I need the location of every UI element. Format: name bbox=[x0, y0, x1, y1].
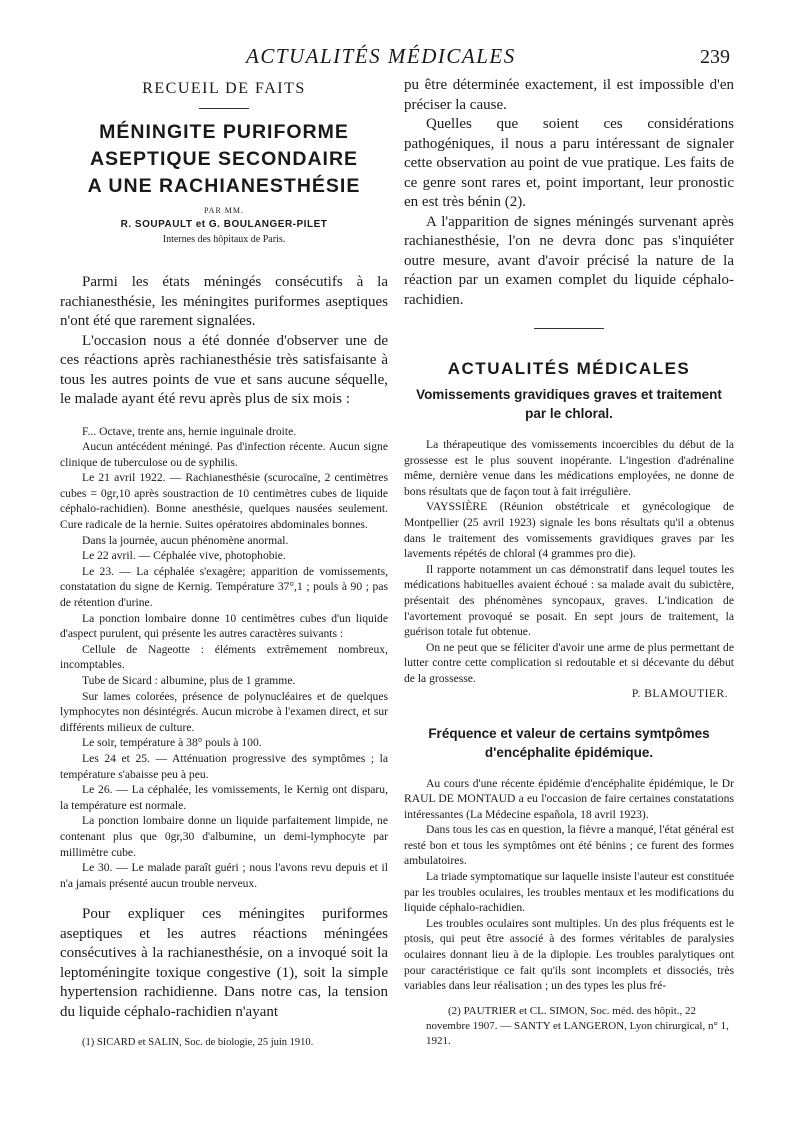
case-line: Tube de Sicard : albumine, plus de 1 gramme. bbox=[82, 674, 296, 687]
case-line: Aucun antécédent méningé. Pas d'infection récente. Aucun signe clinique de tuberculose ou de syphilis. bbox=[60, 440, 388, 469]
article-heading: Vomissements gravidiques graves et traitement par le chloral. bbox=[416, 387, 722, 421]
paragraph: Dans tous les cas en question, la fièvre a manqué, l'état général est resté bon et tous les symptômes ont été bénins ; ce furent des formes ambulatoires. bbox=[404, 823, 734, 868]
signature: P. BLAMOUTIER. bbox=[631, 687, 728, 700]
case-line: Le soir, température à 38° pouls à 100. bbox=[82, 736, 262, 750]
paragraph: Quelles que soient ces considérations pathogéniques, il nous a paru intéressant de signaler cette observation au point de vue pratique. Les faits de ce genre sont rares et, point important, leur pronostic en est très bénin (2). bbox=[404, 116, 734, 210]
paragraph: A l'apparition de signes méningés survenant après rachianesthésie, l'on ne devra donc pas s'inquiéter outre mesure, avant d'avoir précisé la nature de la réaction par un examen complet du liquide céphalo-rachidien. bbox=[404, 213, 734, 308]
case-line: La ponction lombaire donne un liquide parfaitement limpide, ne contenant plus que 0gr,30 d'albumine, un demi-lymphocyte par millimètre cube. bbox=[60, 814, 388, 859]
case-line: Sur lames colorées, présence de polynucléaires et de quelques lymphocytes non désintégrés. Aucun microbe à l'examen direct, et sur différents milieux de culture. bbox=[60, 689, 388, 734]
running-title: ACTUALITÉS MÉDICALES bbox=[246, 44, 516, 68]
section-label: RECUEIL DE FAITS bbox=[142, 80, 306, 97]
intro bbox=[60, 273, 388, 410]
title-line: MÉNINGITE PURIFORME bbox=[99, 121, 349, 143]
paragraph: La thérapeutique des vomissements incoercibles du début de la grossesse est le plus souvent inopérante. L'ingestion d'adrénaline même, dernière venue dans les médications employées, ne donne de bons résultats que de façon tout à fait irrégulière. bbox=[404, 438, 734, 498]
paragraph: Parmi les états méningés consécutifs à la rachianesthésie, les méningites puriformes aseptiques n'ont été que rarement signalées. bbox=[60, 274, 388, 329]
case-line: La ponction lombaire donne 10 centimètres cubes d'un liquide d'aspect purulent, qui présente les autres caractères suivants : bbox=[60, 611, 388, 641]
page-number: 239 bbox=[700, 46, 730, 68]
case-line: Le 30. — Le malade paraît guéri ; nous l'avons revu depuis et il n'a jamais présenté aucun trouble nerveux. bbox=[60, 861, 388, 890]
paragraph: pu être déterminée exactement, il est impossible d'en préciser la cause. bbox=[404, 77, 734, 113]
paragraph: La triade symptomatique sur laquelle insiste l'auteur est constituée par les troubles oculaires, les troubles mentaux et les modifications du liquide céphalo-rachidien. bbox=[404, 870, 734, 915]
divider bbox=[199, 108, 249, 109]
case-line: Les 24 et 25. — Atténuation progressive des symptômes ; la température s'abaisse peu à peu. bbox=[60, 751, 388, 781]
case-line: Le 26. — La céphalée, les vomissements, le Kernig ont disparu, la température est normale. bbox=[60, 783, 388, 812]
case-line: Le 22 avril. — Céphalée vive, photophobie. bbox=[82, 549, 286, 563]
paragraph: Les troubles oculaires sont multiples. Un des plus fréquents est le ptosis, qui peut être associé à des formes véritables de paralysies oculaires donnant lieu à de la diplopie. Les troubles paralytiques ont pour caractéristique ce fait qu'ils sont incomplets et dissociés, très variables dans leur réalisation ; un des types les plus fré- bbox=[404, 916, 734, 993]
paragraph: VAYSSIÈRE (Réunion obstétricale et gynécologique de Montpellier (25 avril 1923) signale les bons résultats qu'il a obtenus dans le traitement des vomissements gravidiques graves par les lavements répétés de chloral (4 grammes pro die). bbox=[404, 500, 734, 561]
left-column bbox=[60, 76, 388, 1050]
article-title bbox=[60, 119, 388, 200]
case-line: Cellule de Nageotte : éléments extrêmement nombreux, incomptables. bbox=[60, 642, 388, 672]
footnote: (2) PAUTRIER et CL. SIMON, Soc. méd. des hôpit., 22 novembre 1907. — SANTY et LANGERON, Lyon chirurgical, n° 1, 1921. bbox=[426, 1004, 729, 1047]
paragraph: Il rapporte notamment un cas démonstratif dans lequel toutes les médications habituelles avaient échoué : sa malade avait du subictère, présentait des phénomènes syncopaux, graves. L'indication de l'avortement provoqué se posait. En sept jours de traitement, la guérison totale fut obtenue. bbox=[404, 562, 734, 639]
case-line: Le 21 avril 1922. — Rachianesthésie (scurocaïne, 2 centimètres cubes = 0gr,10 après soustraction de 10 centimètres cubes de liquide céphalo-rachidien). Bonne anesthésie, quelques nausées seulement. Cure radicale de la hernie. Suites opératoires abdominales bonnes. bbox=[60, 471, 388, 532]
right-column bbox=[404, 76, 734, 1049]
affiliation: Internes des hôpitaux de Paris. bbox=[162, 234, 286, 245]
footnote: (1) SICARD et SALIN, Soc. de biologie, 25 juin 1910. bbox=[82, 1037, 314, 1049]
article bbox=[404, 724, 734, 994]
section-heading: ACTUALITÉS MÉDICALES bbox=[447, 359, 691, 378]
byline-prefix: PAR MM. bbox=[203, 206, 245, 215]
case-report bbox=[60, 424, 388, 892]
paragraph: Au cours d'une récente épidémie d'encéphalite épidémique, le Dr RAUL DE MONTAUD a eu l'occasion de faire certaines constatations intéressantes (La Médecine española, 18 avril 1923). bbox=[404, 776, 734, 821]
paragraph: On ne peut que se féliciter d'avoir une arme de plus permettant de lutter contre cette complication si redoutable et si décevante du début de la grossesse. bbox=[404, 640, 734, 685]
article-heading: Fréquence et valeur de certains symtpômes d'encéphalite épidémique. bbox=[428, 725, 710, 760]
title-line: A UNE RACHIANESTHÉSIE bbox=[87, 175, 361, 197]
closing-paragraph: Pour expliquer ces méningites puriformes aseptiques et les autres réactions méningées consécutives à la rachianesthésie, on a invoqué soit la leptoméningite toxique congestive (1), soit la simple hypertension rachidienne. Dans notre cas, la tension du liquide céphalo-rachidien n'ayant bbox=[60, 906, 388, 1020]
authors: R. SOUPAULT et G. BOULANGER-PILET bbox=[120, 219, 328, 230]
case-line: Le 23. — La céphalée s'exagère; apparition de vomissements, constatation du signe de Kernig. Température 37°,1 ; pouls à 90 ; pas de rétention d'urine. bbox=[60, 564, 388, 610]
running-head bbox=[0, 44, 800, 74]
divider bbox=[534, 328, 604, 329]
case-line: Dans la journée, aucun phénomène anormal. bbox=[82, 533, 289, 547]
case-line: F... Octave, trente ans, hernie inguinale droite. bbox=[82, 424, 297, 438]
paragraph: L'occasion nous a été donnée d'observer une de ces réactions après rachianesthésie très satisfaisante à tous les autres points de vue et sans aucune séquelle, le malade ayant été revu après plus de six mois : bbox=[60, 332, 388, 407]
title-line: ASEPTIQUE SECONDAIRE bbox=[89, 148, 359, 170]
